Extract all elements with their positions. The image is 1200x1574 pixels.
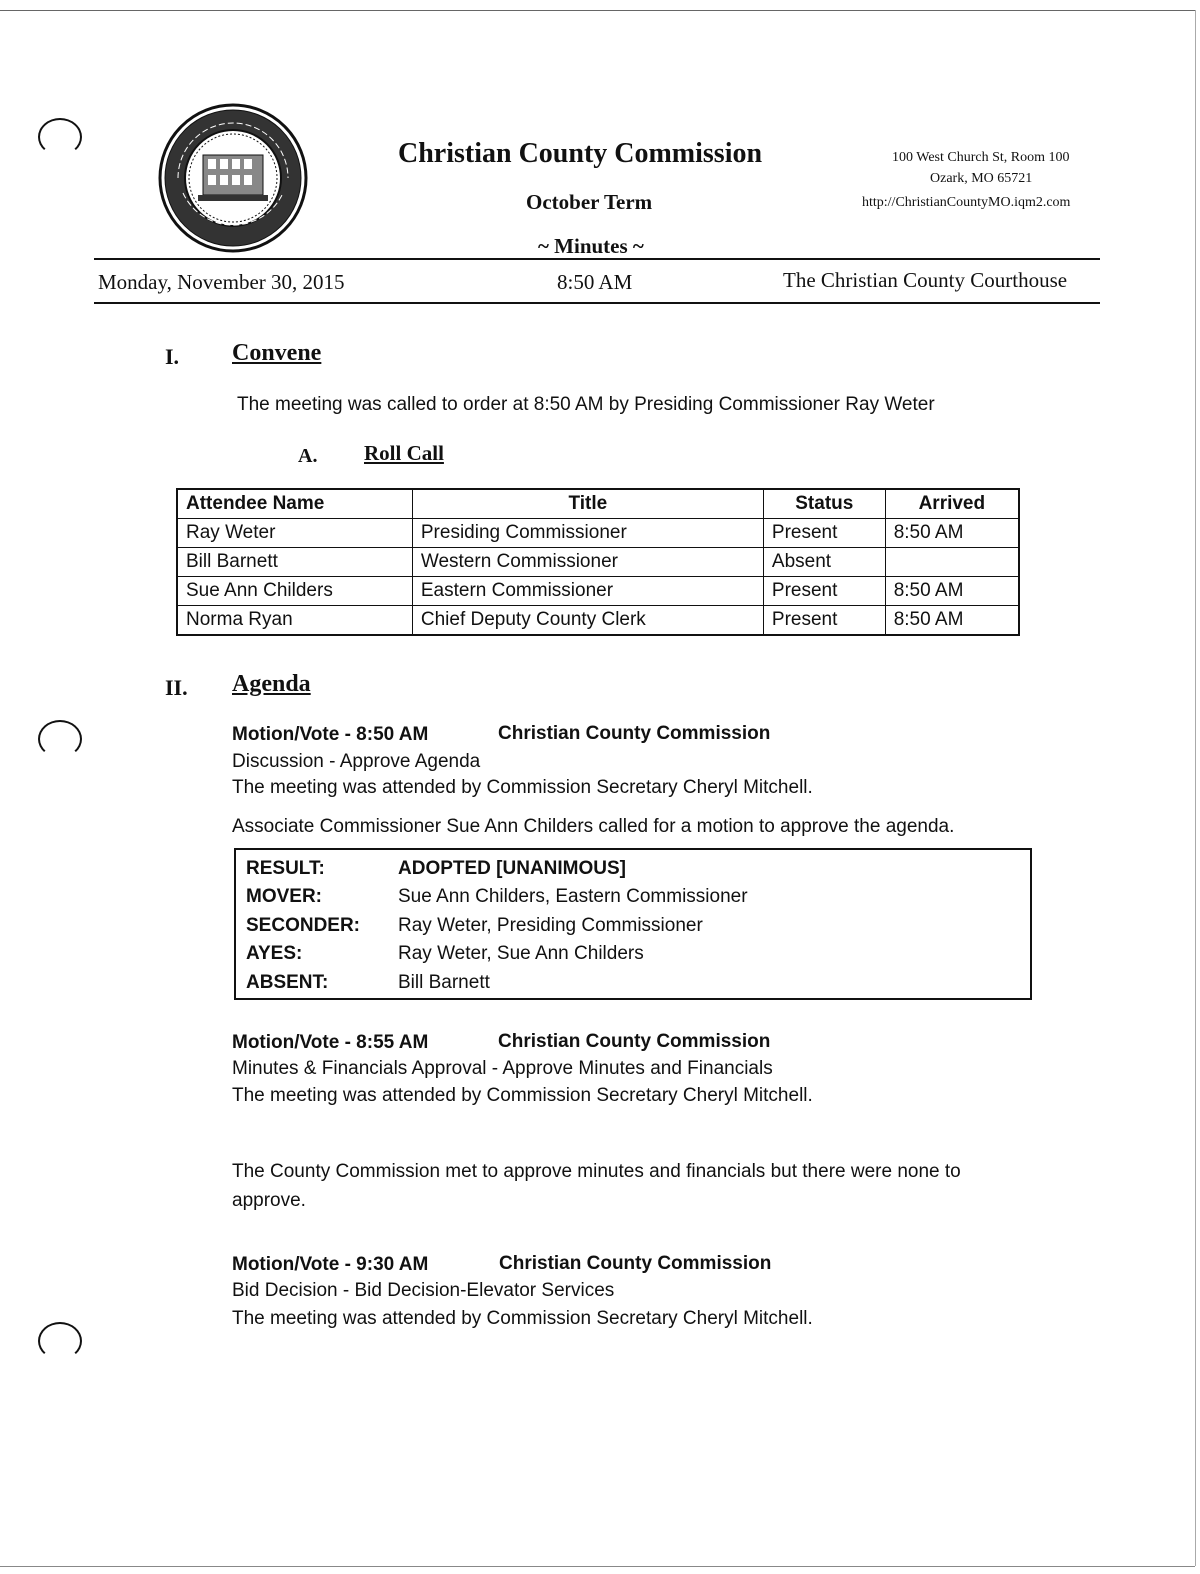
item-line: Minutes & Financials Approval - Approve Minutes and Financials: [232, 1058, 773, 1079]
attendee-status: Present: [763, 606, 885, 636]
page-border-right: [1195, 10, 1196, 1566]
item-line: approve.: [232, 1190, 306, 1211]
table-row: [177, 519, 1019, 548]
page-border-bottom: [0, 1566, 1195, 1567]
table-row: [177, 577, 1019, 606]
vote-value: Bill Barnett: [398, 972, 490, 993]
meeting-date: Monday, November 30, 2015: [98, 270, 345, 294]
attendee-status: Present: [763, 519, 885, 548]
section-number: II.: [165, 675, 188, 700]
roll-call-title: Roll Call: [364, 441, 444, 465]
column-header: Arrived: [885, 489, 1019, 519]
item-line: Discussion - Approve Agenda: [232, 751, 481, 772]
term-label: October Term: [526, 190, 653, 214]
table-row: [177, 606, 1019, 636]
punch-hole-icon: [38, 720, 82, 758]
attendee-name: Bill Barnett: [177, 548, 412, 577]
section-title-convene: Convene: [232, 340, 322, 366]
meeting-location: The Christian County Courthouse: [783, 268, 1068, 292]
attendee-title: Eastern Commissioner: [412, 577, 763, 606]
motion-body: Christian County Commission: [498, 723, 771, 744]
vote-label: ABSENT:: [246, 972, 329, 993]
motion-heading: Motion/Vote - 8:50 AM: [232, 724, 429, 745]
attendee-title: Chief Deputy County Clerk: [412, 606, 763, 636]
roll-call-table: [176, 488, 1020, 636]
column-header: Status: [763, 489, 885, 519]
motion-body: Christian County Commission: [498, 1031, 771, 1052]
item-line: Associate Commissioner Sue Ann Childers called for a motion to approve the agenda.: [232, 816, 955, 837]
motion-body: Christian County Commission: [499, 1253, 772, 1274]
attendee-name: Ray Weter: [177, 519, 412, 548]
meeting-time: 8:50 AM: [557, 270, 633, 294]
header-rule-top: [94, 258, 1100, 260]
page-border-top: [0, 10, 1195, 11]
section-number: I.: [165, 344, 180, 369]
vote-value: Ray Weter, Sue Ann Childers: [398, 943, 644, 964]
item-line: Bid Decision - Bid Decision-Elevator Services: [232, 1280, 615, 1301]
attendee-arrived: 8:50 AM: [885, 519, 1019, 548]
motion-heading: Motion/Vote - 8:55 AM: [232, 1032, 429, 1053]
vote-result-box: [234, 848, 1032, 1000]
website-link[interactable]: http://ChristianCountyMO.iqm2.com: [862, 195, 1071, 210]
attendee-status: Absent: [763, 548, 885, 577]
table-header-row: [177, 489, 1019, 519]
item-line: The meeting was attended by Commission Secretary Cheryl Mitchell.: [232, 1308, 813, 1329]
vote-label: SECONDER:: [246, 915, 361, 936]
subsection-letter: A.: [298, 445, 318, 467]
commission-title: Christian County Commission: [398, 138, 763, 169]
table-row: [177, 548, 1019, 577]
vote-value: ADOPTED [UNANIMOUS]: [398, 858, 626, 879]
vote-label: MOVER:: [246, 886, 322, 907]
convene-text: The meeting was called to order at 8:50 AM by Presiding Commissioner Ray Weter: [237, 394, 935, 415]
vote-label: AYES:: [246, 943, 303, 964]
attendee-name: Norma Ryan: [177, 606, 412, 636]
vote-value: Sue Ann Childers, Eastern Commissioner: [398, 886, 748, 907]
item-line: The County Commission met to approve minutes and financials but there were none to: [232, 1161, 961, 1182]
section-title-agenda: Agenda: [232, 671, 311, 697]
attendee-arrived: 8:50 AM: [885, 606, 1019, 636]
vote-value: Ray Weter, Presiding Commissioner: [398, 915, 703, 936]
address-line2: Ozark, MO 65721: [930, 171, 1033, 186]
attendee-arrived: [885, 548, 1019, 577]
attendee-status: Present: [763, 577, 885, 606]
item-line: The meeting was attended by Commission Secretary Cheryl Mitchell.: [232, 777, 813, 798]
attendee-title: Western Commissioner: [412, 548, 763, 577]
address-line1: 100 West Church St, Room 100: [892, 150, 1070, 165]
punch-hole-icon: [38, 1322, 82, 1360]
column-header: Attendee Name: [177, 489, 412, 519]
item-line: The meeting was attended by Commission Secretary Cheryl Mitchell.: [232, 1085, 813, 1106]
attendee-name: Sue Ann Childers: [177, 577, 412, 606]
punch-hole-icon: [38, 118, 82, 156]
attendee-title: Presiding Commissioner: [412, 519, 763, 548]
county-seal-logo: [158, 103, 308, 253]
motion-heading: Motion/Vote - 9:30 AM: [232, 1254, 429, 1275]
attendee-arrived: 8:50 AM: [885, 577, 1019, 606]
minutes-label: ~ Minutes ~: [538, 234, 644, 258]
column-header: Title: [412, 489, 763, 519]
vote-label: RESULT:: [246, 858, 325, 879]
header-rule-bottom: [94, 302, 1100, 304]
